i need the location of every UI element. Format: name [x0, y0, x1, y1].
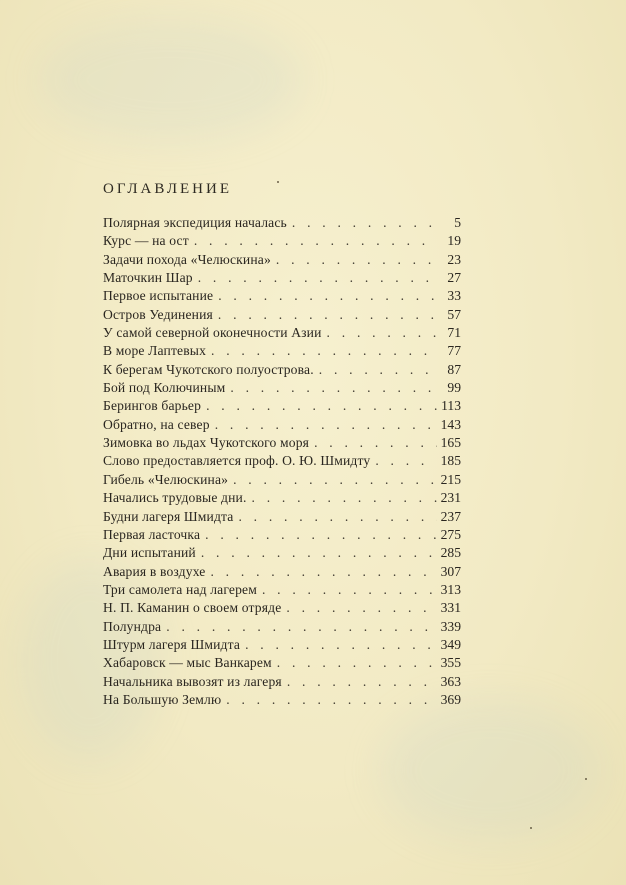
toc-entry-title: Обратно, на север: [103, 416, 210, 432]
toc-entry-page: 5: [454, 215, 461, 230]
toc-leader-dots: [262, 581, 437, 599]
toc-entry-page: 369: [440, 691, 461, 707]
toc-entry-page: 313: [440, 581, 461, 597]
toc-entry-title: Дни испытаний: [103, 545, 196, 561]
toc-entry-title: Зимовка во льдах Чукотского моря: [103, 435, 310, 451]
toc-entry: [103, 287, 461, 305]
toc-entry-title: На Большую Землю: [103, 691, 222, 707]
toc-entry: [103, 251, 461, 269]
toc-entry-page: 33: [447, 288, 461, 304]
toc-entry-page: 113: [441, 398, 461, 414]
toc-entry-page: 363: [440, 673, 461, 689]
toc-leader-dots: [218, 287, 437, 305]
toc-leader-dots: [166, 618, 436, 636]
toc-leader-dots: [230, 379, 437, 397]
toc-entry: [103, 599, 461, 617]
toc-entry: [103, 452, 461, 470]
toc-leader-dots: [201, 544, 437, 562]
toc-leader-dots: [211, 342, 437, 360]
table-of-contents: [103, 214, 461, 709]
paper-speck: [530, 827, 532, 829]
toc-leader-dots: [252, 489, 437, 507]
toc-entry-page: 231: [440, 490, 461, 506]
toc-leader-dots: [206, 397, 437, 415]
toc-entry: [103, 306, 461, 324]
paper-speck: [277, 181, 279, 183]
toc-entry-page: 349: [440, 636, 461, 652]
toc-entry-page: 99: [447, 380, 461, 396]
toc-entry-title: К берегам Чукотского полуострова.: [103, 361, 314, 377]
toc-entry: [103, 618, 461, 636]
toc-entry-title: Хабаровск — мыс Ванкарем: [103, 655, 272, 671]
toc-entry: [103, 416, 461, 434]
toc-entry-page: 165: [440, 435, 461, 451]
toc-entry-title: Маточкин Шар: [103, 270, 193, 286]
toc-entry-title: Первая ласточка: [103, 526, 201, 542]
toc-entry-title: Остров Уединения: [103, 306, 213, 322]
toc-leader-dots: [215, 416, 437, 434]
toc-leader-dots: [198, 269, 437, 287]
toc-leader-dots: [238, 508, 436, 526]
toc-entry-page: 23: [447, 251, 461, 267]
toc-entry: [103, 434, 461, 452]
toc-entry-title: Бой под Колючиным: [103, 380, 226, 396]
toc-entry-title: Полундра: [103, 618, 162, 634]
toc-entry: [103, 563, 461, 581]
toc-entry-title: Будни лагеря Шмидта: [103, 508, 234, 524]
toc-leader-dots: [233, 471, 437, 489]
toc-entry-title: Курс — на ост: [103, 233, 189, 249]
toc-entry-page: 27: [447, 270, 461, 286]
toc-entry-page: 237: [440, 508, 461, 524]
toc-leader-dots: [375, 452, 436, 470]
toc-entry-title: Первое испытание: [103, 288, 214, 304]
toc-leader-dots: [276, 251, 437, 269]
toc-entry-title: В море Лаптевых: [103, 343, 207, 359]
toc-entry: [103, 214, 461, 232]
toc-entry-title: Н. П. Каманин о своем отряде: [103, 600, 282, 616]
toc-entry: [103, 691, 461, 709]
toc-leader-dots: [286, 599, 436, 617]
toc-leader-dots: [226, 691, 436, 709]
toc-entry-page: 339: [440, 618, 461, 634]
toc-entry-page: 185: [440, 453, 461, 469]
toc-leader-dots: [287, 673, 437, 691]
toc-entry-title: У самой северной оконечности Азии: [103, 325, 322, 341]
toc-entry: [103, 489, 461, 507]
toc-entry-page: 275: [440, 526, 461, 542]
toc-entry: [103, 673, 461, 691]
toc-entry-page: 331: [440, 600, 461, 616]
paper-speck: [585, 778, 587, 780]
toc-entry-title: Берингов барьер: [103, 398, 202, 414]
toc-entry-page: 71: [447, 325, 461, 341]
toc-leader-dots: [327, 324, 437, 342]
toc-leader-dots: [277, 654, 437, 672]
toc-entry-page: 77: [447, 343, 461, 359]
toc-leader-dots: [314, 434, 437, 452]
toc-leader-dots: [194, 232, 437, 250]
toc-entry-title: Задачи похода «Челюскина»: [103, 251, 271, 267]
toc-entry-page: 57: [447, 306, 461, 322]
toc-entry: [103, 636, 461, 654]
toc-entry: [103, 581, 461, 599]
toc-leader-dots: [210, 563, 436, 581]
toc-entry: [103, 654, 461, 672]
toc-entry: [103, 471, 461, 489]
toc-leader-dots: [205, 526, 436, 544]
toc-entry-title: Гибель «Челюскина»: [103, 471, 229, 487]
toc-entry-title: Штурм лагеря Шмидта: [103, 636, 241, 652]
toc-entry-page: 87: [447, 361, 461, 377]
toc-entry-title: Начальника вывозят из лагеря: [103, 673, 282, 689]
paper-stain: [40, 20, 300, 140]
toc-entry-page: 285: [440, 545, 461, 561]
toc-entry-title: Слово предоставляется проф. О. Ю. Шмидту: [103, 453, 371, 469]
paper-stain: [380, 700, 600, 840]
toc-entry-title: Полярная экспедиция началась: [103, 215, 287, 230]
toc-entry-page: 355: [440, 655, 461, 671]
toc-entry: [103, 361, 461, 379]
toc-entry-title: Авария в воздухе: [103, 563, 206, 579]
toc-entry: [103, 342, 461, 360]
toc-leader-dots: [218, 306, 437, 324]
toc-entry-page: 19: [447, 233, 461, 249]
toc-entry-title: Три самолета над лагерем: [103, 581, 257, 597]
toc-entry: [103, 544, 461, 562]
toc-entry-page: 215: [440, 471, 461, 487]
toc-entry: [103, 508, 461, 526]
toc-leader-dots: [319, 361, 437, 379]
toc-entry-title: Начались трудовые дни.: [103, 490, 247, 506]
toc-entry: [103, 397, 461, 415]
toc-entry: [103, 324, 461, 342]
toc-heading: ОГЛАВЛЕНИЕ: [103, 181, 232, 197]
toc-entry: [103, 526, 461, 544]
toc-entry: [103, 379, 461, 397]
toc-entry-page: 307: [440, 563, 461, 579]
toc-leader-dots: [245, 636, 437, 654]
toc-leader-dots: [292, 214, 437, 232]
toc-entry: [103, 269, 461, 287]
toc-entry: [103, 232, 461, 250]
toc-entry-page: 143: [440, 416, 461, 432]
